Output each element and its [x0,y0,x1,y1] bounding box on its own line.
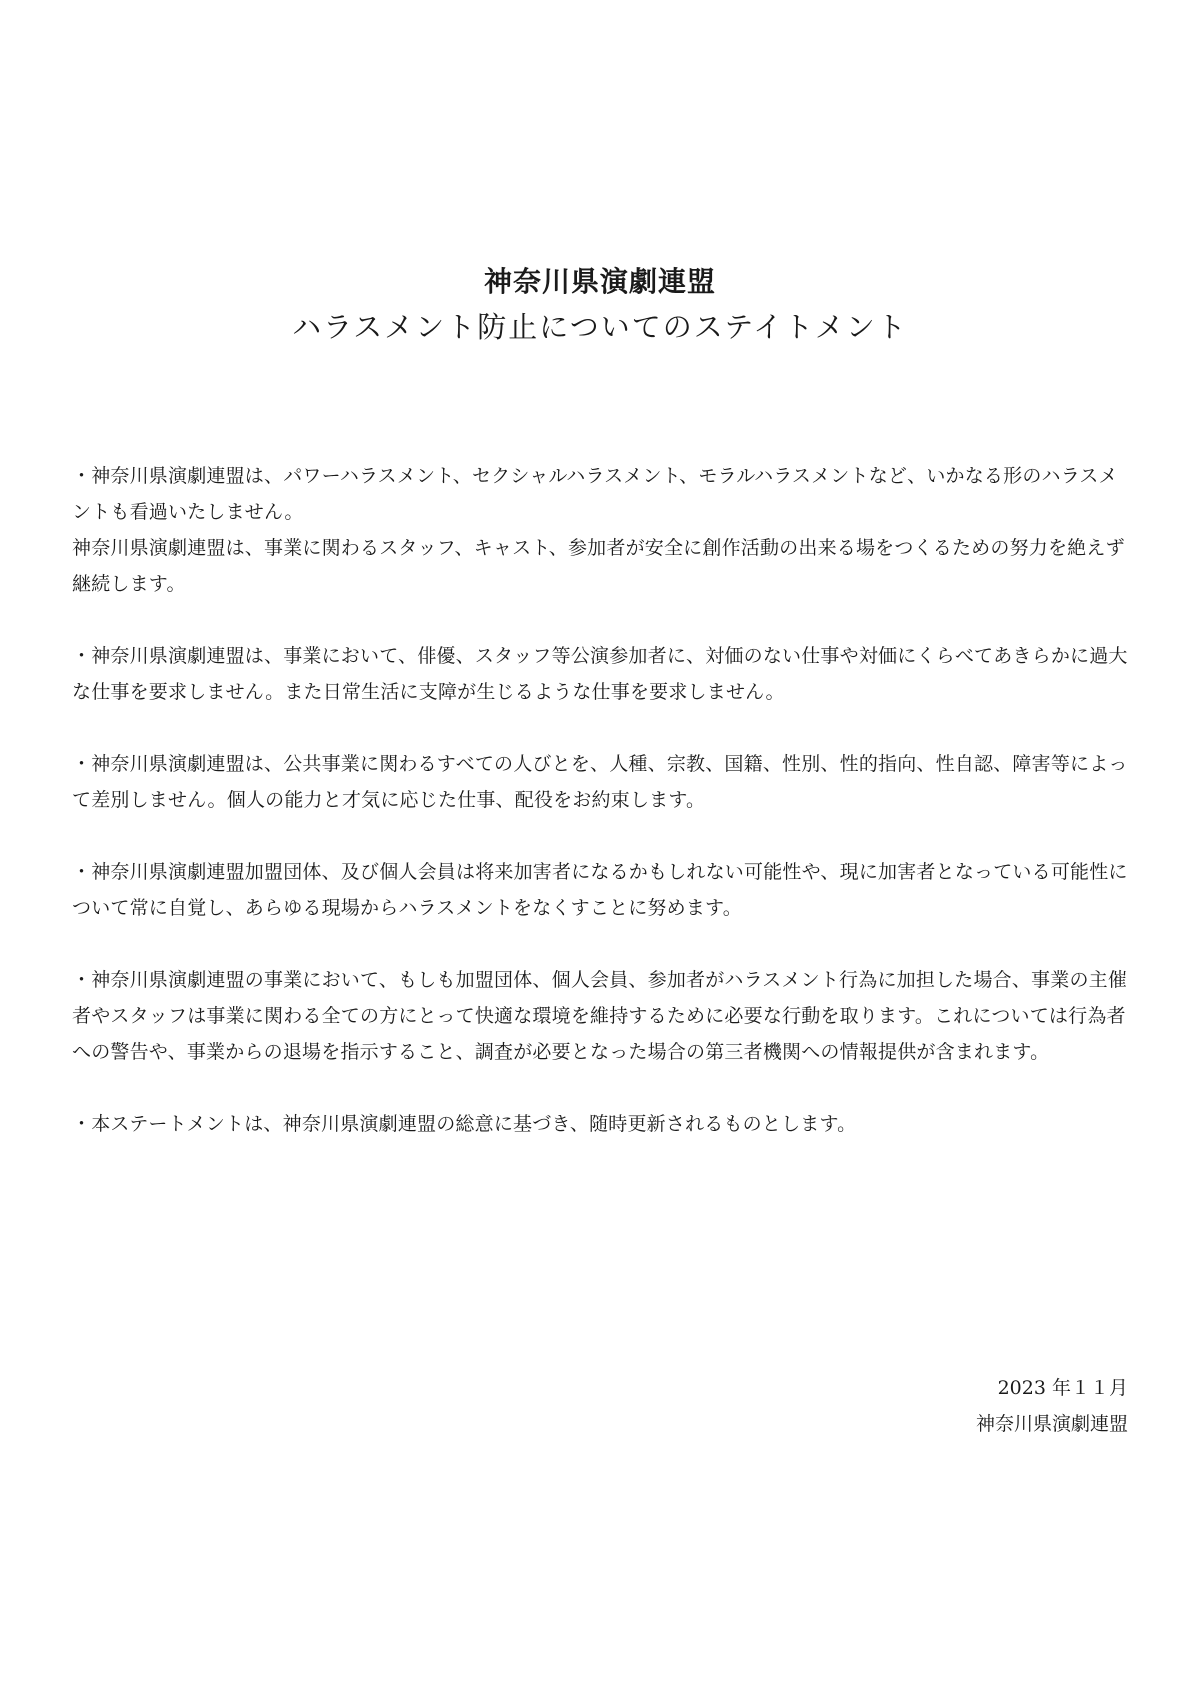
statement-paragraph-3 [72,746,1134,818]
paragraph-line: ・神奈川県演劇連盟の事業において、もしも加盟団体、個人会員、参加者がハラスメント行為に加担した場合、事業の主催者やスタッフは事業に関わる全ての方にとって快適な環境を維持するために必要な行動を取ります。これについては行為者への警告や、事業からの退場を指示すること、調査が必要となった場合の第三者機関への情報提供が含まれます。 [72,969,1128,1063]
issue-date: 2023 年１１月 [997,1377,1128,1399]
statement-paragraph-1 [72,458,1134,602]
paragraph-line: ・神奈川県演劇連盟は、事業において、俳優、スタッフ等公演参加者に、対価のない仕事や対価にくらべてあきらかに過大な仕事を要求しません。また日常生活に支障が生じるような仕事を要求しません。 [72,645,1128,703]
title-block [0,262,1200,350]
signature-block [976,1370,1128,1442]
paragraph-line: 神奈川県演劇連盟は、事業に関わるスタッフ、キャスト、参加者が安全に創作活動の出来る場をつくるための努力を絶えず継続します。 [72,537,1125,595]
statement-paragraph-5 [72,962,1134,1070]
paragraph-line: ・神奈川県演劇連盟は、パワーハラスメント、セクシャルハラスメント、モラルハラスメントなど、いかなる形のハラスメントも看過いたしません。 [72,465,1118,523]
issuing-organization: 神奈川県演劇連盟 [975,1413,1128,1435]
statement-paragraph-4 [72,854,1134,926]
document-subtitle: ハラスメント防止についてのステイトメント [292,310,908,344]
statement-paragraph-6 [72,1106,1134,1142]
paragraph-line: ・神奈川県演劇連盟加盟団体、及び個人会員は将来加害者になるかもしれない可能性や、現に加害者となっている可能性について常に自覚し、あらゆる現場からハラスメントをなくすことに努めます。 [72,861,1128,919]
document-title: 神奈川県演劇連盟 [483,265,716,298]
statement-paragraph-2 [72,638,1134,710]
statement-body [72,458,1134,1178]
paragraph-line: ・神奈川県演劇連盟は、公共事業に関わるすべての人びとを、人種、宗教、国籍、性別、性的指向、性自認、障害等によって差別しません。個人の能力と才気に応じた仕事、配役をお約束します。 [72,753,1128,811]
paragraph-line: ・本ステートメントは、神奈川県演劇連盟の総意に基づき、随時更新されるものとします。 [72,1113,857,1135]
